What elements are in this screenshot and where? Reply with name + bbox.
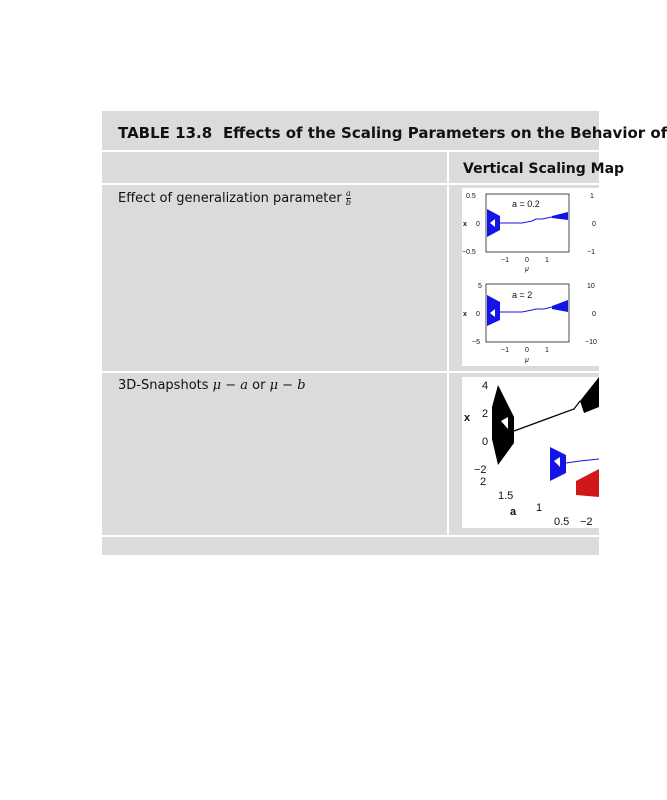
- column-header: Vertical Scaling Map: [463, 161, 625, 177]
- snapshot-3d-svg: [462, 377, 599, 528]
- fraction-denominator: b: [345, 198, 351, 207]
- divider: [102, 150, 599, 152]
- plot-a-0-2: [462, 193, 596, 273]
- plot-a-2: [463, 283, 597, 364]
- blue-branch-line: [566, 459, 599, 463]
- x-tick: 0: [525, 257, 529, 264]
- table-footer-row: [102, 537, 599, 555]
- z-tick: −2: [474, 464, 487, 476]
- a-axis-label: a: [510, 506, 517, 518]
- y-tick-right-plot: 10: [587, 283, 595, 290]
- divider: [102, 183, 599, 185]
- bifurcation-figure: [462, 188, 599, 366]
- y-tick-right-plot: −1: [587, 249, 595, 256]
- red-bifurcation-band: [576, 469, 599, 497]
- y-tick: 0.5: [466, 193, 476, 200]
- math-mu-b: μ − b: [269, 378, 306, 393]
- a-tick: 1.5: [498, 490, 514, 502]
- row-label-3d: [118, 378, 306, 393]
- z-tick: 2: [482, 408, 489, 420]
- a-tick: 2: [480, 476, 487, 488]
- y-tick: −0.5: [462, 249, 476, 256]
- x-axis-label: μ: [525, 357, 529, 364]
- table-13-8: [102, 111, 667, 555]
- x-tick: 1: [545, 257, 549, 264]
- y-tick-right-plot: −10: [585, 339, 597, 346]
- y-tick-right-plot: 0: [592, 311, 596, 318]
- mu-tick: −2: [580, 516, 593, 528]
- plot-annotation: a = 0.2: [512, 199, 540, 209]
- row-label-text: Effect of generalization parameter: [118, 191, 346, 206]
- x-axis-label: μ: [525, 266, 529, 273]
- a-tick: 0.5: [554, 516, 570, 528]
- y-axis-label: x: [463, 221, 467, 228]
- row-label-or: or: [248, 378, 270, 393]
- x-tick: −1: [501, 257, 509, 264]
- x-tick: 1: [545, 347, 549, 354]
- y-tick: 5: [478, 283, 482, 290]
- row-label-generalization: [118, 190, 351, 207]
- x-tick: 0: [525, 347, 529, 354]
- math-mu-a: μ − a: [212, 378, 249, 393]
- plot-annotation: a = 2: [512, 290, 533, 300]
- y-axis-label: x: [463, 311, 467, 318]
- fraction-numerator: a: [346, 189, 351, 198]
- table-title: [118, 124, 667, 142]
- snapshot-3d-figure: [462, 377, 599, 528]
- row-label-text: 3D-Snapshots: [118, 378, 213, 393]
- table-number: TABLE 13.8: [118, 124, 213, 142]
- y-tick: −5: [472, 339, 480, 346]
- column-divider: [447, 152, 449, 537]
- table-caption: Effects of the Scaling Parameters on the Behavior of: [222, 124, 667, 142]
- y-tick-right-plot: 0: [592, 221, 596, 228]
- y-tick: 0: [476, 221, 480, 228]
- black-bifurcation-band: [492, 385, 514, 465]
- y-tick-right-plot: 1: [590, 193, 594, 200]
- table-title-row: [102, 111, 667, 150]
- black-band-right: [580, 377, 599, 413]
- z-tick: 4: [482, 380, 489, 392]
- black-branch-line: [514, 401, 580, 431]
- bifurcation-plots-svg: [462, 188, 599, 366]
- x-tick: −1: [501, 347, 509, 354]
- z-tick: 0: [482, 436, 489, 448]
- z-axis-label: x: [464, 412, 471, 424]
- a-tick: 1: [536, 502, 543, 514]
- divider: [102, 371, 599, 373]
- y-tick: 0: [476, 311, 480, 318]
- fraction: [346, 190, 351, 207]
